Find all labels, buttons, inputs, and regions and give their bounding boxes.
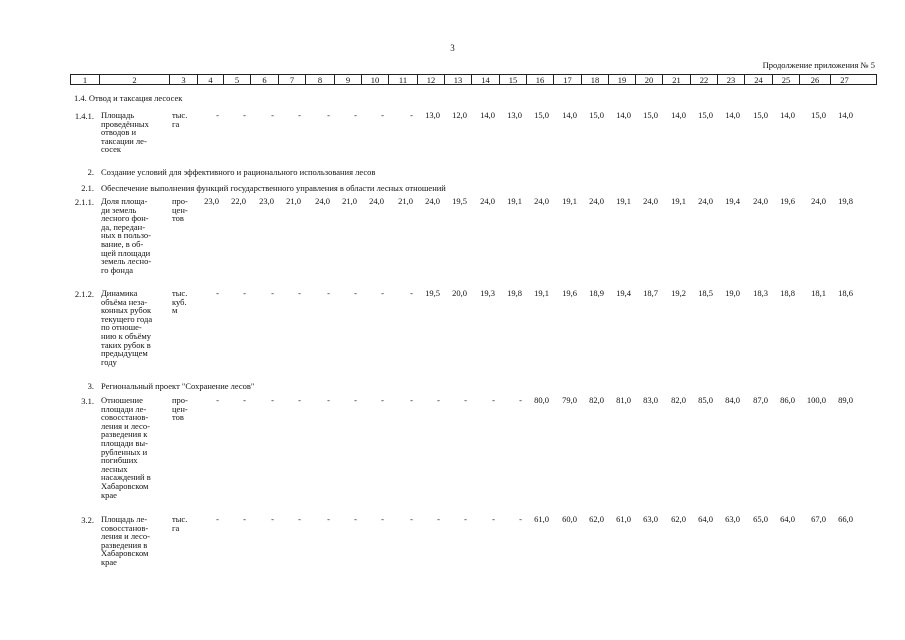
value-cell: - — [381, 288, 384, 298]
value-cell: 89,0 — [838, 395, 853, 405]
section-code: 2.1. — [81, 183, 94, 193]
value-cell: - — [437, 395, 440, 405]
value-cell: 19,1 — [507, 196, 522, 206]
header-col-15: 15 — [500, 75, 527, 84]
value-cell: 15,0 — [753, 110, 768, 120]
value-cell: 18,7 — [643, 288, 658, 298]
header-col-24: 24 — [745, 75, 773, 84]
value-cell: 24,0 — [643, 196, 658, 206]
value-cell: - — [271, 514, 274, 524]
header-col-25: 25 — [773, 75, 800, 84]
value-cell: 83,0 — [643, 395, 658, 405]
value-cell: 23,0 — [204, 196, 219, 206]
row-code: 2.1.1. — [74, 197, 94, 207]
value-cell: 15,0 — [643, 110, 658, 120]
value-cell: - — [492, 514, 495, 524]
header-col-14: 14 — [472, 75, 500, 84]
value-cell: 13,0 — [507, 110, 522, 120]
section-title: 1.4. Отвод и таксация лесосек — [74, 93, 183, 103]
value-cell: 19,1 — [671, 196, 686, 206]
value-cell: 18,8 — [780, 288, 795, 298]
header-col-18: 18 — [582, 75, 609, 84]
value-cell: 64,0 — [698, 514, 713, 524]
header-col-12: 12 — [418, 75, 445, 84]
value-cell: 100,0 — [806, 395, 826, 405]
value-cell: 61,0 — [616, 514, 631, 524]
value-cell: - — [298, 110, 301, 120]
value-cell: - — [410, 288, 413, 298]
value-cell: - — [354, 395, 357, 405]
value-cell: - — [327, 514, 330, 524]
value-cell: 20,0 — [452, 288, 467, 298]
value-cell: - — [410, 395, 413, 405]
value-cell: 19,5 — [452, 196, 467, 206]
value-cell: - — [410, 514, 413, 524]
value-cell: 19,8 — [507, 288, 522, 298]
value-cell: 14,0 — [562, 110, 577, 120]
value-cell: 63,0 — [643, 514, 658, 524]
value-cell: 19,8 — [838, 196, 853, 206]
section-title: Региональный проект "Сохранение лесов" — [101, 381, 255, 391]
value-cell: - — [216, 110, 219, 120]
value-cell: - — [298, 514, 301, 524]
value-cell: - — [410, 110, 413, 120]
value-cell: 24,0 — [753, 196, 768, 206]
value-cell: 19,0 — [725, 288, 740, 298]
value-cell: 14,0 — [480, 110, 495, 120]
indicator-name: Площадь проведённых отводов и таксации ле- сосек — [101, 110, 149, 155]
value-cell: 14,0 — [725, 110, 740, 120]
value-cell: 19,5 — [425, 288, 440, 298]
value-cell: 82,0 — [589, 395, 604, 405]
value-cell: 24,0 — [480, 196, 495, 206]
value-cell: 18,6 — [838, 288, 853, 298]
row-code: 3.1. — [81, 396, 94, 406]
value-cell: 24,0 — [698, 196, 713, 206]
header-col-21: 21 — [663, 75, 691, 84]
indicator-name: Отношение площади ле- совосстанов- ления и лесо- разведения к площади вы- рубленных и погибших лесных насаждений в Хабаровском крае — [101, 395, 151, 500]
value-cell: 21,0 — [398, 196, 413, 206]
value-cell: - — [327, 288, 330, 298]
value-cell: 19,3 — [480, 288, 495, 298]
value-cell: 24,0 — [369, 196, 384, 206]
value-cell: 19,6 — [562, 288, 577, 298]
header-col-23: 23 — [718, 75, 745, 84]
value-cell: 80,0 — [534, 395, 549, 405]
value-cell: 14,0 — [616, 110, 631, 120]
value-cell: 62,0 — [671, 514, 686, 524]
value-cell: - — [271, 395, 274, 405]
indicator-name: Площадь ле- совосстанов- ления и лесо- разведения в Хабаровском крае — [101, 514, 150, 567]
value-cell: 21,0 — [286, 196, 301, 206]
value-cell: - — [216, 514, 219, 524]
value-cell: - — [464, 514, 467, 524]
unit: про- цен- тов — [172, 196, 188, 224]
header-col-11: 11 — [389, 75, 418, 84]
row-code: 3.2. — [81, 515, 94, 525]
header-col-6: 6 — [251, 75, 279, 84]
header-col-4: 4 — [198, 75, 224, 84]
value-cell: - — [354, 288, 357, 298]
table-header — [70, 74, 877, 85]
header-col-1: 1 — [71, 75, 100, 84]
value-cell: - — [271, 288, 274, 298]
value-cell: 22,0 — [231, 196, 246, 206]
unit: тыс. куб. м — [172, 288, 188, 316]
value-cell: 19,4 — [616, 288, 631, 298]
section-title: Создание условий для эффективного и рационального использования лесов — [101, 167, 376, 177]
value-cell: 24,0 — [811, 196, 826, 206]
value-cell: 13,0 — [425, 110, 440, 120]
value-cell: - — [519, 395, 522, 405]
value-cell: 81,0 — [616, 395, 631, 405]
header-col-16: 16 — [527, 75, 554, 84]
value-cell: - — [519, 514, 522, 524]
value-cell: 82,0 — [671, 395, 686, 405]
header-col-22: 22 — [691, 75, 718, 84]
header-col-2: 2 — [100, 75, 170, 84]
value-cell: 12,0 — [452, 110, 467, 120]
value-cell: - — [354, 110, 357, 120]
value-cell: 62,0 — [589, 514, 604, 524]
value-cell: - — [492, 395, 495, 405]
value-cell: - — [381, 110, 384, 120]
value-cell: 85,0 — [698, 395, 713, 405]
value-cell: 87,0 — [753, 395, 768, 405]
value-cell: 18,1 — [811, 288, 826, 298]
value-cell: 19,6 — [780, 196, 795, 206]
value-cell: - — [464, 395, 467, 405]
header-col-9: 9 — [335, 75, 362, 84]
value-cell: 84,0 — [725, 395, 740, 405]
value-cell: 24,0 — [425, 196, 440, 206]
header-col-7: 7 — [279, 75, 306, 84]
value-cell: - — [243, 110, 246, 120]
value-cell: - — [381, 395, 384, 405]
section-code: 3. — [87, 381, 94, 391]
row-code: 1.4.1. — [74, 111, 94, 121]
section-title: Обеспечение выполнения функций государственного управления в области лесных отношений — [101, 183, 446, 193]
value-cell: 24,0 — [589, 196, 604, 206]
header-col-26: 26 — [800, 75, 831, 84]
value-cell: 63,0 — [725, 514, 740, 524]
section-code: 2. — [87, 167, 94, 177]
header-col-13: 13 — [445, 75, 472, 84]
value-cell: 24,0 — [534, 196, 549, 206]
value-cell: 18,3 — [753, 288, 768, 298]
value-cell: 15,0 — [698, 110, 713, 120]
value-cell: - — [298, 288, 301, 298]
value-cell: - — [243, 395, 246, 405]
value-cell: 60,0 — [562, 514, 577, 524]
value-cell: 18,5 — [698, 288, 713, 298]
indicator-name: Динамика объёма неза- конных рубок текущего года по отноше- нию к объёму таких рубок в предыдущем году — [101, 288, 153, 367]
value-cell: - — [243, 514, 246, 524]
value-cell: 19,1 — [534, 288, 549, 298]
header-col-3: 3 — [170, 75, 198, 84]
value-cell: 21,0 — [342, 196, 357, 206]
header-col-10: 10 — [362, 75, 389, 84]
value-cell: - — [271, 110, 274, 120]
value-cell: 19,1 — [562, 196, 577, 206]
value-cell: - — [327, 110, 330, 120]
header-col-5: 5 — [224, 75, 251, 84]
indicator-name: Доля площа- ди земель лесного фон- да, передан- ных в пользо- вание, в об- щей площади земель лесно- го фонда — [101, 196, 152, 275]
value-cell: - — [437, 514, 440, 524]
value-cell: - — [216, 395, 219, 405]
value-cell: 79,0 — [562, 395, 577, 405]
value-cell: 61,0 — [534, 514, 549, 524]
value-cell: 18,9 — [589, 288, 604, 298]
header-col-19: 19 — [609, 75, 636, 84]
value-cell: 19,4 — [725, 196, 740, 206]
value-cell: 14,0 — [780, 110, 795, 120]
value-cell: 14,0 — [671, 110, 686, 120]
header-col-17: 17 — [554, 75, 582, 84]
value-cell: 14,0 — [838, 110, 853, 120]
value-cell: 65,0 — [753, 514, 768, 524]
value-cell: - — [298, 395, 301, 405]
value-cell: - — [327, 395, 330, 405]
value-cell: 15,0 — [589, 110, 604, 120]
unit: про- цен- тов — [172, 395, 188, 423]
unit: тыс. га — [172, 110, 188, 129]
page-number: 3 — [450, 43, 455, 53]
value-cell: 66,0 — [838, 514, 853, 524]
value-cell: 19,2 — [671, 288, 686, 298]
row-code: 2.1.2. — [74, 289, 94, 299]
value-cell: - — [354, 514, 357, 524]
continuation-note: Продолжение приложения № 5 — [762, 60, 875, 70]
value-cell: 86,0 — [780, 395, 795, 405]
value-cell: 64,0 — [780, 514, 795, 524]
value-cell: 15,0 — [811, 110, 826, 120]
header-col-20: 20 — [636, 75, 663, 84]
unit: тыс. га — [172, 514, 188, 533]
value-cell: 23,0 — [259, 196, 274, 206]
header-col-8: 8 — [306, 75, 335, 84]
value-cell: - — [243, 288, 246, 298]
value-cell: - — [381, 514, 384, 524]
value-cell: 24,0 — [315, 196, 330, 206]
header-col-27: 27 — [840, 75, 849, 85]
value-cell: 19,1 — [616, 196, 631, 206]
value-cell: - — [216, 288, 219, 298]
value-cell: 67,0 — [811, 514, 826, 524]
value-cell: 15,0 — [534, 110, 549, 120]
